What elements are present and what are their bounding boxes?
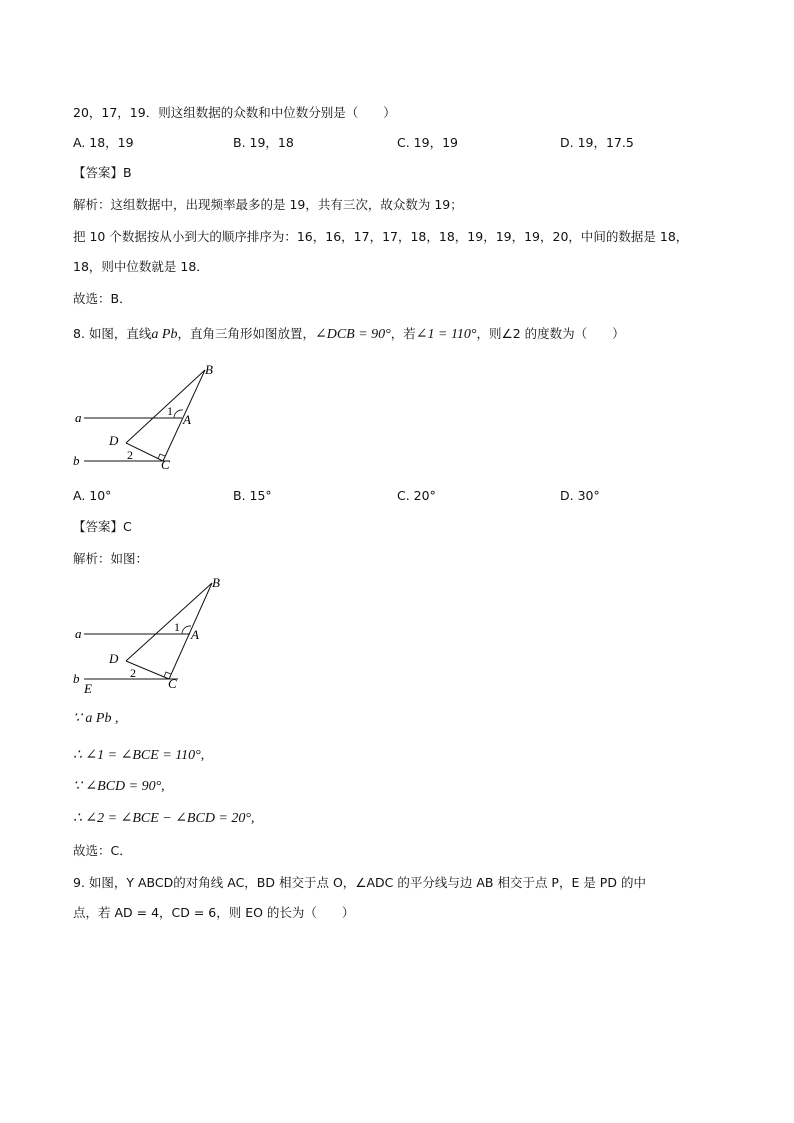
q7-answer: 【答案】B: [73, 165, 132, 180]
q7-option-c: C. 19，19: [397, 135, 458, 150]
q7-analysis-2: 把 10 个数据按从小到大的顺序排序为：16，16，17，17，18，18，19，19，19，20，中间的数据是 18，: [73, 229, 689, 244]
label-A: A: [183, 412, 191, 427]
label-two: 2: [130, 666, 136, 680]
label-C: C: [161, 457, 170, 472]
q8-option-c: C. 20°: [397, 488, 436, 503]
label-one: 1: [167, 404, 173, 418]
q8-analysis-intro: 解析：如图：: [73, 551, 149, 566]
label-D: D: [109, 433, 119, 448]
q8-stem-mid2: ，若: [390, 326, 416, 341]
q8-option-b: B. 15°: [233, 488, 272, 503]
q8-choose: 故选：C．: [73, 843, 132, 858]
q8-option-d: D. 30°: [560, 488, 600, 503]
q8-answer: 【答案】C: [73, 519, 132, 534]
q7-analysis-3: 18，则中位数就是 18．: [73, 259, 209, 274]
q8-stem-mid3: ，则∠2 的度数为（ ）: [476, 326, 625, 341]
q7-option-d: D. 19，17.5: [560, 135, 634, 150]
q8-option-a: A. 10°: [73, 488, 112, 503]
segment-db: [126, 370, 205, 443]
q8-angle1-value: ∠1 = 110°: [415, 327, 477, 342]
q9-stem-line-2: 点，若 AD = 4，CD = 6，则 EO 的长为（ ）: [73, 905, 355, 920]
q8-step-4: ∴ ∠2 = ∠BCE − ∠BCD = 20°,: [73, 811, 255, 826]
q8-stem: [73, 325, 625, 344]
label-two: 2: [127, 448, 133, 462]
segment-db: [126, 583, 212, 661]
q7-stem: 20，17，19．则这组数据的众数和中位数分别是（ ）: [73, 105, 396, 120]
q7-analysis-1: 解析：这组数据中，出现频率最多的是 19，共有三次，故众数为 19；: [73, 197, 463, 212]
label-A: A: [191, 627, 199, 642]
q7-choose: 故选：B．: [73, 291, 132, 306]
q8-stem-mid1: ，直角三角形如图放置，: [177, 326, 315, 341]
q9-stem-line-1: 9. 如图，Y ABCD的对角线 AC，BD 相交于点 O，∠ADC 的平分线与边 AB 相交于点 P，E 是 PD 的中: [73, 875, 646, 890]
label-b: b: [73, 671, 80, 686]
q8-given-angle: ∠DCB = 90°: [314, 327, 391, 342]
q8-step-3: ∵ ∠BCD = 90°,: [73, 779, 165, 794]
label-B: B: [205, 362, 213, 377]
q7-option-b: B. 19，18: [233, 135, 294, 150]
label-one: 1: [174, 620, 180, 634]
q8-step-2: ∴ ∠1 = ∠BCE = 110°,: [73, 748, 205, 763]
q8-stem-prefix: 8. 如图，直线: [73, 326, 152, 341]
q8-step-1: ∵ a Pb ,: [73, 711, 119, 726]
label-b: b: [73, 453, 80, 468]
label-a: a: [75, 626, 82, 641]
angle1-arc: [174, 410, 183, 418]
q8-figure: [70, 362, 250, 477]
label-C: C: [168, 676, 177, 691]
label-a: a: [75, 410, 82, 425]
label-E: E: [84, 681, 92, 695]
label-D: D: [109, 651, 119, 666]
q8-parallel-relation: a Pb: [151, 327, 178, 342]
q8-analysis-figure: [70, 575, 250, 695]
q7-option-a: A. 18，19: [73, 135, 134, 150]
label-B: B: [212, 575, 220, 590]
